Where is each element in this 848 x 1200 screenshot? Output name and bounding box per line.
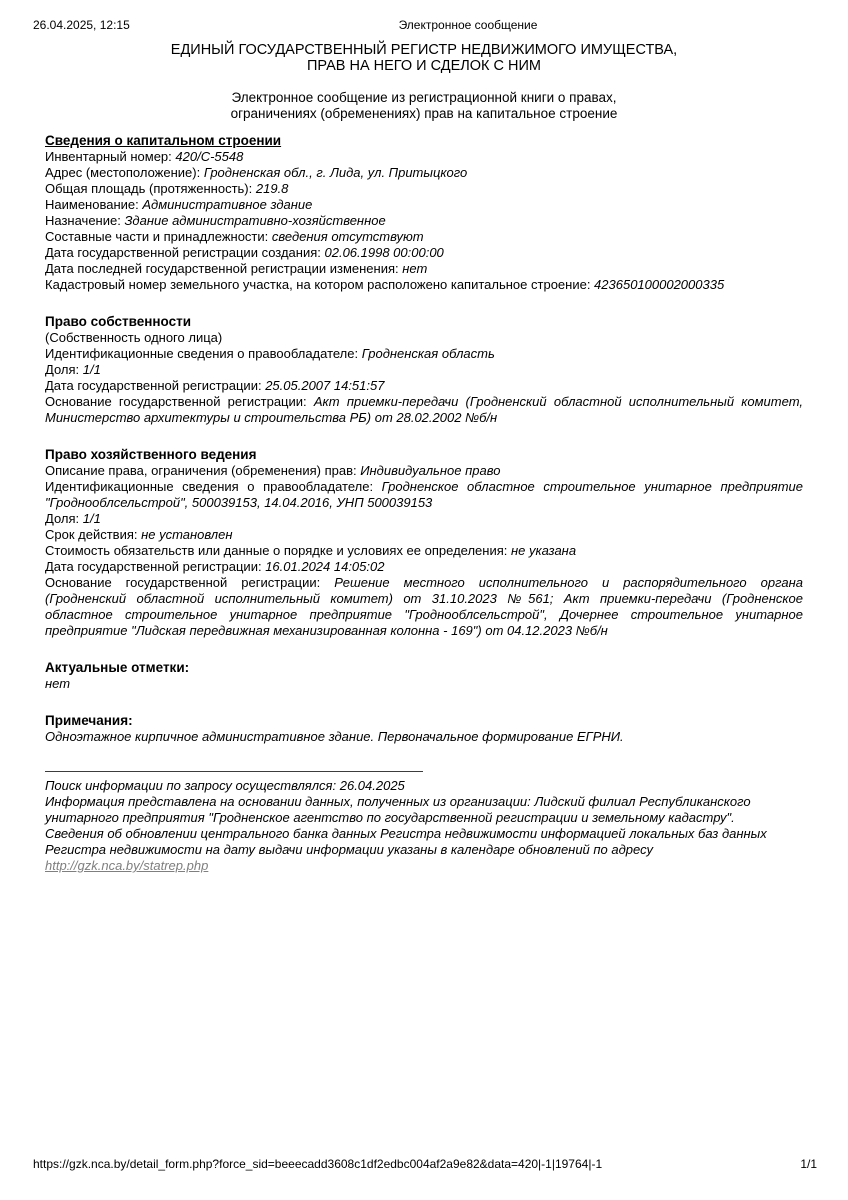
request-info-line: Информация представлена на основании данных, полученных из организации: Лидский филиал Республиканского унитарного предприятия "Гродненское агентство по государственной регистрации и земельному кадастру". xyxy=(45,794,751,825)
document-body xyxy=(45,0,803,874)
section-notes xyxy=(45,713,803,745)
document-subtitle-line2: ограничениях (обременениях) прав на капитальное строение xyxy=(230,105,618,121)
field-label: Дата государственной регистрации: xyxy=(45,378,262,393)
section-building-info xyxy=(45,133,803,293)
field-row xyxy=(45,245,803,261)
field-row xyxy=(45,149,803,165)
field-value: 420/С-5548 xyxy=(171,149,244,164)
field-label: Доля: xyxy=(45,362,80,377)
print-footer-page-number: 1/1 xyxy=(800,1157,817,1171)
field-label: Адрес (местоположение): xyxy=(45,165,201,180)
field-value: Индивидуальное право xyxy=(356,463,501,478)
field-row: Одноэтажное кирпичное административное здание. Первоначальное формирование ЕГРНИ. xyxy=(45,729,624,744)
section-heading: Примечания: xyxy=(45,713,133,728)
field-value: 02.06.1998 00:00:00 xyxy=(320,245,444,260)
request-info-block xyxy=(45,778,803,874)
document-subtitle xyxy=(45,90,803,121)
field-label: Инвентарный номер: xyxy=(45,149,172,164)
registry-title xyxy=(45,42,803,74)
field-label: Общая площадь (протяженность): xyxy=(45,181,253,196)
field-row xyxy=(45,181,803,197)
field-row: нет xyxy=(45,676,71,691)
section-economic-management-right xyxy=(45,447,803,639)
field-label: Составные части и принадлежности: xyxy=(45,229,269,244)
field-label: Доля: xyxy=(45,511,80,526)
statrep-link[interactable]: http://gzk.nca.by/statrep.php xyxy=(45,858,209,873)
field-value: 1/1 xyxy=(79,362,101,377)
field-value: сведения отсутствуют xyxy=(268,229,424,244)
section-heading: Сведения о капитальном строении xyxy=(45,133,282,148)
request-info-line: Сведения об обновлении центрального банка данных Регистра недвижимости информацией локальных баз данных Регистра недвижимости на дату выдачи информации указаны в календаре обновлений по адресу xyxy=(45,826,767,857)
print-datetime: 26.04.2025, 12:15 xyxy=(33,18,130,32)
field-row xyxy=(45,277,803,293)
field-value: нет xyxy=(398,261,428,276)
field-row xyxy=(45,165,803,181)
section-ownership-right xyxy=(45,314,803,426)
field-row xyxy=(45,197,803,213)
field-row xyxy=(45,575,803,639)
divider-line xyxy=(45,771,423,772)
section-heading: Право собственности xyxy=(45,314,192,329)
field-row xyxy=(45,527,803,543)
print-header-title: Электронное сообщение xyxy=(398,18,538,32)
registry-title-line2: ПРАВ НА НЕГО И СДЕЛОК С НИМ xyxy=(307,58,541,74)
field-value: Гродненское областное строительное унитарное предприятие "Гроднооблсельстрой", 500039153, 14.04.2016, УНП 500039153 xyxy=(45,479,803,510)
field-value: не установлен xyxy=(137,527,233,542)
section-actual-marks xyxy=(45,660,803,692)
field-value: 25.05.2007 14:51:57 xyxy=(261,378,385,393)
field-label: Срок действия: xyxy=(45,527,138,542)
section-heading: Право хозяйственного ведения xyxy=(45,447,257,462)
field-row xyxy=(45,394,803,426)
field-row xyxy=(45,479,803,511)
sections xyxy=(45,133,803,745)
print-footer xyxy=(33,1157,817,1173)
field-label: Назначение: xyxy=(45,213,121,228)
field-row xyxy=(45,229,803,245)
field-label: Идентификационные сведения о правообладателе: xyxy=(45,346,359,361)
field-row xyxy=(45,511,803,527)
field-row xyxy=(45,463,803,479)
field-row xyxy=(45,213,803,229)
field-value: 219.8 xyxy=(252,181,289,196)
field-value: 16.01.2024 14:05:02 xyxy=(261,559,385,574)
field-label: Описание права, ограничения (обременения) прав: xyxy=(45,463,357,478)
registry-title-line1: ЕДИНЫЙ ГОСУДАРСТВЕННЫЙ РЕГИСТР НЕДВИЖИМОГО ИМУЩЕСТВА, xyxy=(170,42,678,58)
field-label: Дата последней государственной регистрации изменения: xyxy=(45,261,399,276)
field-value: Административное здание xyxy=(138,197,313,212)
document-subtitle-line1: Электронное сообщение из регистрационной книги о правах, xyxy=(231,90,617,105)
field-label: Дата государственной регистрации: xyxy=(45,559,262,574)
field-row xyxy=(45,362,803,378)
print-footer-url: https://gzk.nca.by/detail_form.php?force_sid=beeecadd3608c1df2edbc004af2a9e82&data=420|-1|19764|-1 xyxy=(33,1157,603,1171)
field-label: Идентификационные сведения о правообладателе: xyxy=(45,479,374,494)
field-label: Основание государственной регистрации: xyxy=(45,575,321,590)
field-label: Стоимость обязательств или данные о порядке и условиях ее определения: xyxy=(45,543,508,558)
request-info-line: Поиск информации по запросу осуществлялся: 26.04.2025 xyxy=(45,778,405,793)
field-value: 1/1 xyxy=(79,511,101,526)
field-value: Акт приемки-передачи (Гродненский областной исполнительный комитет, Министерство архитектуры и строительства РБ) от 28.02.2002 №б/н xyxy=(45,394,803,425)
field-label: Наименование: xyxy=(45,197,139,212)
field-row xyxy=(45,378,803,394)
field-value: 423650100002000335 xyxy=(590,277,725,292)
field-label: Дата государственной регистрации создания: xyxy=(45,245,321,260)
field-value: Гродненская обл., г. Лида, ул. Притыцкого xyxy=(200,165,468,180)
field-value: Здание административно-хозяйственное xyxy=(120,213,386,228)
field-label: Кадастровый номер земельного участка, на котором расположено капитальное строение: xyxy=(45,277,591,292)
field-value: не указана xyxy=(507,543,577,558)
field-row xyxy=(45,559,803,575)
section-heading: Актуальные отметки: xyxy=(45,660,190,675)
field-row xyxy=(45,261,803,277)
field-row xyxy=(45,543,803,559)
field-value: Гродненская область xyxy=(358,346,495,361)
field-label: Основание государственной регистрации: xyxy=(45,394,307,409)
field-value: Решение местного исполнительного и распорядительного органа (Гродненский областной исполнительный комитет) от 31.10.2023 №561; Акт приемки-передачи (Гродненское областное строительное унитарное предприятие "Гроднооблсельстрой", Дочернее строительное унитарное предприятие "Лидская передвижная механизированная колонна - 169") от 04.12.2023 №б/н xyxy=(45,575,803,638)
field-row xyxy=(45,346,803,362)
field-row: (Собственность одного лица) xyxy=(45,330,223,345)
